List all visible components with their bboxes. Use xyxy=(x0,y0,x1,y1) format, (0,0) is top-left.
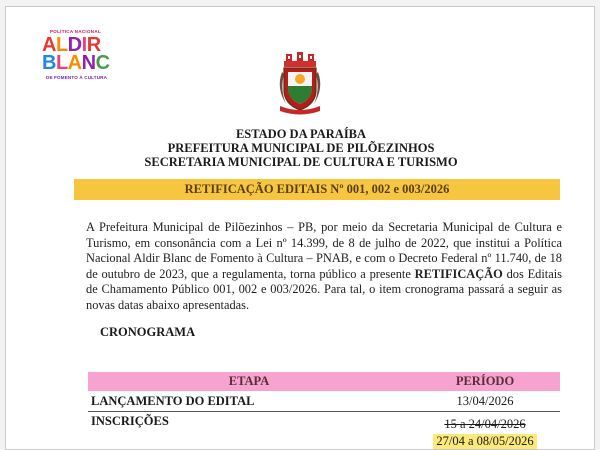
document-title: RETIFICAÇÃO EDITAIS Nº 001, 002 e 003/2026 xyxy=(74,179,560,200)
table-header xyxy=(88,372,560,391)
logo-letter: A xyxy=(67,52,82,74)
body-text-2: dos Editais de Chamamento Público 001, 002 e 003/2026. Para tal, o item cronograma passará a seguir as novas datas abaixo apresentadas. xyxy=(86,266,562,312)
row-periodo: 13/04/2026 xyxy=(456,393,514,408)
row-etapa: INSCRIÇÕES xyxy=(91,414,169,428)
document-page xyxy=(5,6,595,450)
table-row xyxy=(88,412,560,450)
logo-letter: D xyxy=(67,34,82,56)
logo-letter: L xyxy=(55,34,68,56)
logo-letter: L xyxy=(55,52,68,74)
logo-bottom-text: DE FOMENTO À CULTURA xyxy=(46,75,108,80)
municipal-crest-icon xyxy=(274,52,326,116)
header-prefeitura: PREFEITURA MUNICIPAL DE PILÕEZINHOS xyxy=(167,141,435,155)
cronograma-table xyxy=(88,372,560,450)
old-period-strikethrough: 15 a 24/04/2026 xyxy=(444,417,526,431)
aldir-blanc-logo xyxy=(42,29,132,87)
logo-letter: R xyxy=(86,34,101,56)
cronograma-heading: CRONOGRAMA xyxy=(100,325,196,339)
column-header-etapa: ETAPA xyxy=(228,374,270,388)
logo-letter: A xyxy=(42,34,56,56)
logo-line-2 xyxy=(42,53,110,73)
row-periodo xyxy=(410,414,560,449)
new-period-highlight: 27/04 a 08/05/2026 xyxy=(433,434,536,449)
logo-top-text: POLÍTICA NACIONAL xyxy=(50,29,101,34)
column-header-periodo: PERÍODO xyxy=(455,374,515,388)
logo-letter: B xyxy=(42,52,56,74)
header-state: ESTADO DA PARAÍBA xyxy=(235,127,367,141)
body-paragraph xyxy=(86,220,562,314)
header-secretaria: SECRETARIA MUNICIPAL DE CULTURA E TURISMO xyxy=(144,155,458,169)
table-row xyxy=(88,391,560,412)
row-etapa: LANÇAMENTO DO EDITAL xyxy=(91,393,255,408)
logo-letter: N xyxy=(81,52,96,74)
logo-letter: C xyxy=(95,52,110,74)
logo-letter: I xyxy=(81,34,87,56)
body-text-1: A Prefeitura Municipal de Pilõezinhos – PB, por meio da Secretaria Municipal de Cultura e Turismo, em consonância com a Lei nº 14.399, de 8 de julho de 2022, que institui a Política Nacional Aldir Blanc de Fomento à Cultura – PNAB, e com o Decreto Federal nº 11.740, de 18 de outubro de 2023, que a regulamenta, torna público a presente xyxy=(86,220,562,281)
body-bold-retificacao: RETIFICAÇÃO xyxy=(414,266,503,281)
